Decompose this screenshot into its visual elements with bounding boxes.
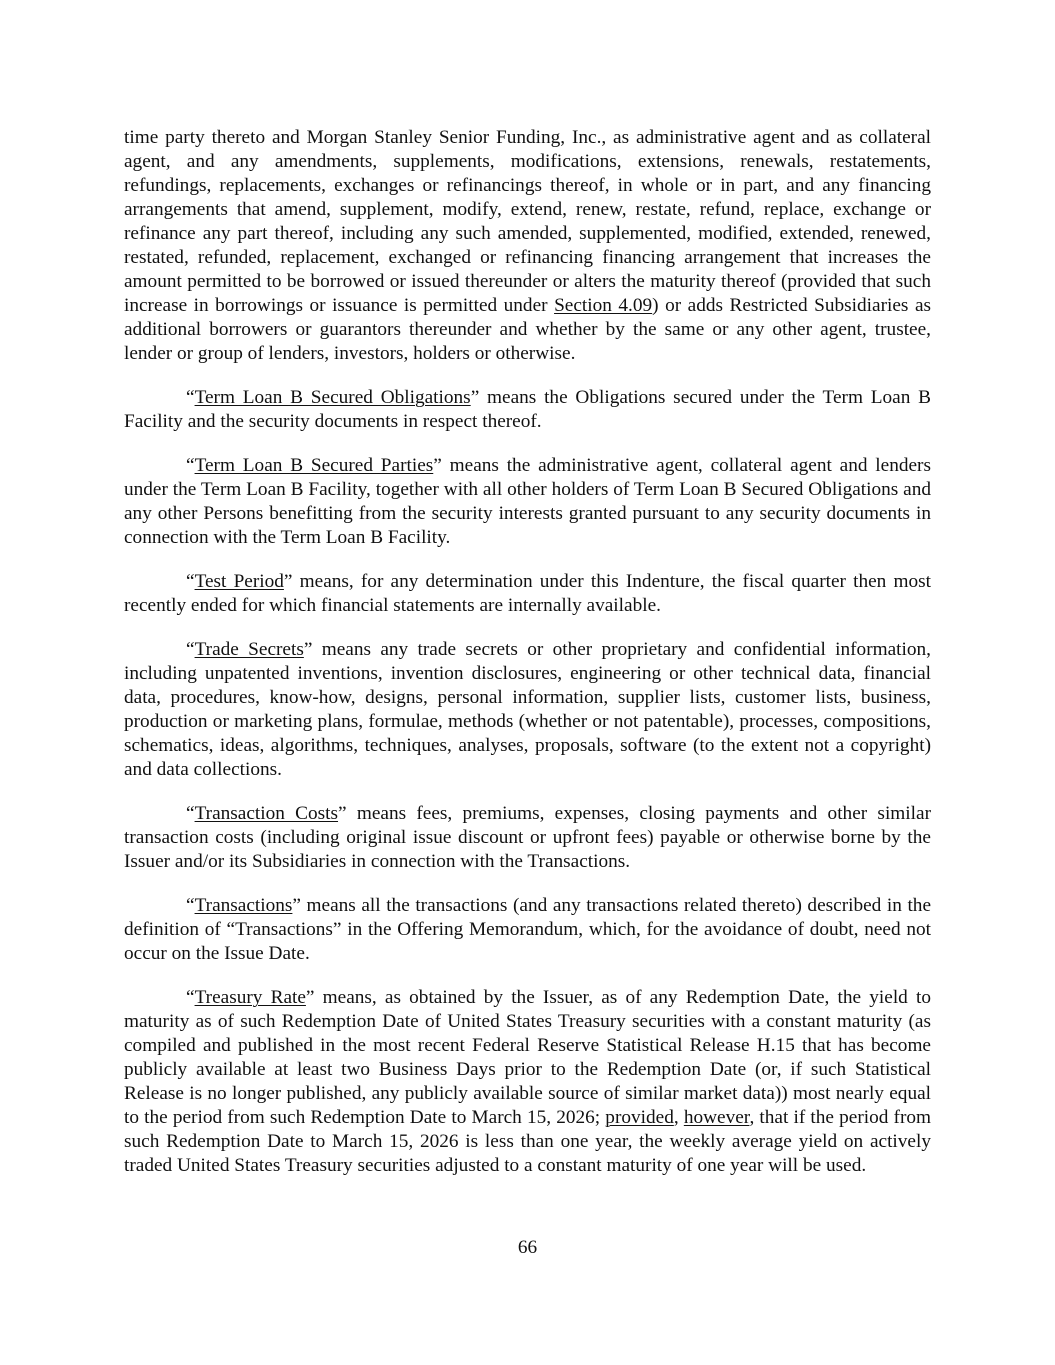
definition-term-loan-b-secured-obligations — [124, 386, 931, 434]
definition-transactions — [124, 894, 931, 966]
open-quote: “ — [186, 455, 195, 476]
proviso-provided: provided — [605, 1107, 674, 1128]
defined-term: Transaction Costs — [194, 803, 339, 824]
defined-term: Test Period — [194, 571, 284, 592]
definition-text: ” means any trade secrets or other proprietary and confidential information, including unpatented inventions, invention disclosures, engineering or other technical data, financial data, procedures, know-how, designs, personal information, supplier lists, customer lists, business, production or marketing plans, formulae, methods (whether or not patentable), processes, compositions, schematics, ideas, algorithms, techniques, analyses, proposals, software (to the extent not a copyright) and data collections. — [124, 639, 931, 780]
defined-term: Transactions — [194, 895, 293, 916]
paragraph-text: ) or adds Restricted Subsidiaries as additional borrowers or guarantors thereunder and whether by the same or any other agent, trustee, lender or group of lenders, investors, holders or otherwise. — [124, 295, 932, 364]
definition-test-period — [124, 570, 931, 618]
page-number: 66 — [517, 1237, 538, 1258]
definition-text: ” means all the transactions (and any transactions related thereto) described in the definition of “Transactions” in the Offering Memorandum, which, for the avoidance of doubt, need not occur on the Issue Date. — [124, 895, 931, 964]
section-link[interactable]: Section 4.09 — [554, 295, 653, 316]
open-quote: “ — [186, 987, 195, 1008]
definition-transaction-costs — [124, 802, 931, 874]
defined-term: Term Loan B Secured Parties — [194, 455, 434, 476]
definition-term-loan-b-secured-parties — [124, 454, 931, 550]
defined-term: Treasury Rate — [194, 987, 306, 1008]
definition-text: , that if the period from such Redemption Date to March 15, 2026 is less than one year, the weekly average yield on actively traded United States Treasury securities adjusted to a constant maturity of one year will be used. — [124, 1107, 932, 1176]
defined-term: Trade Secrets — [194, 639, 304, 660]
open-quote: “ — [186, 387, 195, 408]
open-quote: “ — [186, 639, 195, 660]
open-quote: “ — [186, 571, 195, 592]
definition-text: ” means fees, premiums, expenses, closing payments and other similar transaction costs (including original issue discount or upfront fees) payable or otherwise borne by the Issuer and/or its Subsidiaries in connection with the Transactions. — [124, 803, 931, 872]
definition-treasury-rate — [124, 986, 931, 1178]
definition-text: ” means, for any determination under this Indenture, the fiscal quarter then most recently ended for which financial statements are internally available. — [124, 571, 931, 616]
paragraph-continuation — [124, 126, 931, 366]
open-quote: “ — [186, 895, 195, 916]
defined-term: Term Loan B Secured Obligations — [194, 387, 471, 408]
proviso-however: however — [683, 1107, 750, 1128]
definition-text: ” means the administrative agent, collateral agent and lenders under the Term Loan B Facility, together with all other holders of Term Loan B Secured Obligations and any other Persons benefitting from the security interests granted pursuant to any security documents in connection with the Term Loan B Facility. — [124, 455, 931, 548]
definition-trade-secrets — [124, 638, 931, 782]
proviso-comma: , — [673, 1107, 684, 1128]
document-page — [124, 126, 931, 1198]
paragraph-text: time party thereto and Morgan Stanley Senior Funding, Inc., as administrative agent and as collateral agent, and any amendments, supplements, modifications, extensions, renewals, restatements, refundings, replacements, exchanges or refinancings thereof, in whole or in part, and any financing arrangements that amend, supplement, modify, extend, renew, restate, refund, replace, exchange or refinance any part thereof, including any such amended, supplemented, modified, extended, renewed, restated, refunded, replacement, exchanged or refinancing financing arrangement that increases the amount permitted to be borrowed or issued thereunder or alters the maturity thereof (provided that such increase in borrowings or issuance is permitted under — [124, 127, 931, 316]
open-quote: “ — [186, 803, 195, 824]
definition-text: ” means the Obligations secured under the Term Loan B Facility and the security documents in respect thereof. — [124, 387, 931, 432]
definition-text: ” means, as obtained by the Issuer, as of any Redemption Date, the yield to maturity as of such Redemption Date of United States Treasury securities with a constant maturity (as compiled and published in the most recent Federal Reserve Statistical Release H.15 that has become publicly available at least two Business Days prior to the Redemption Date (or, if such Statistical Release is no longer published, any publicly available source of similar market data)) most nearly equal to the period from such Redemption Date to March 15, 2026; — [124, 987, 931, 1128]
